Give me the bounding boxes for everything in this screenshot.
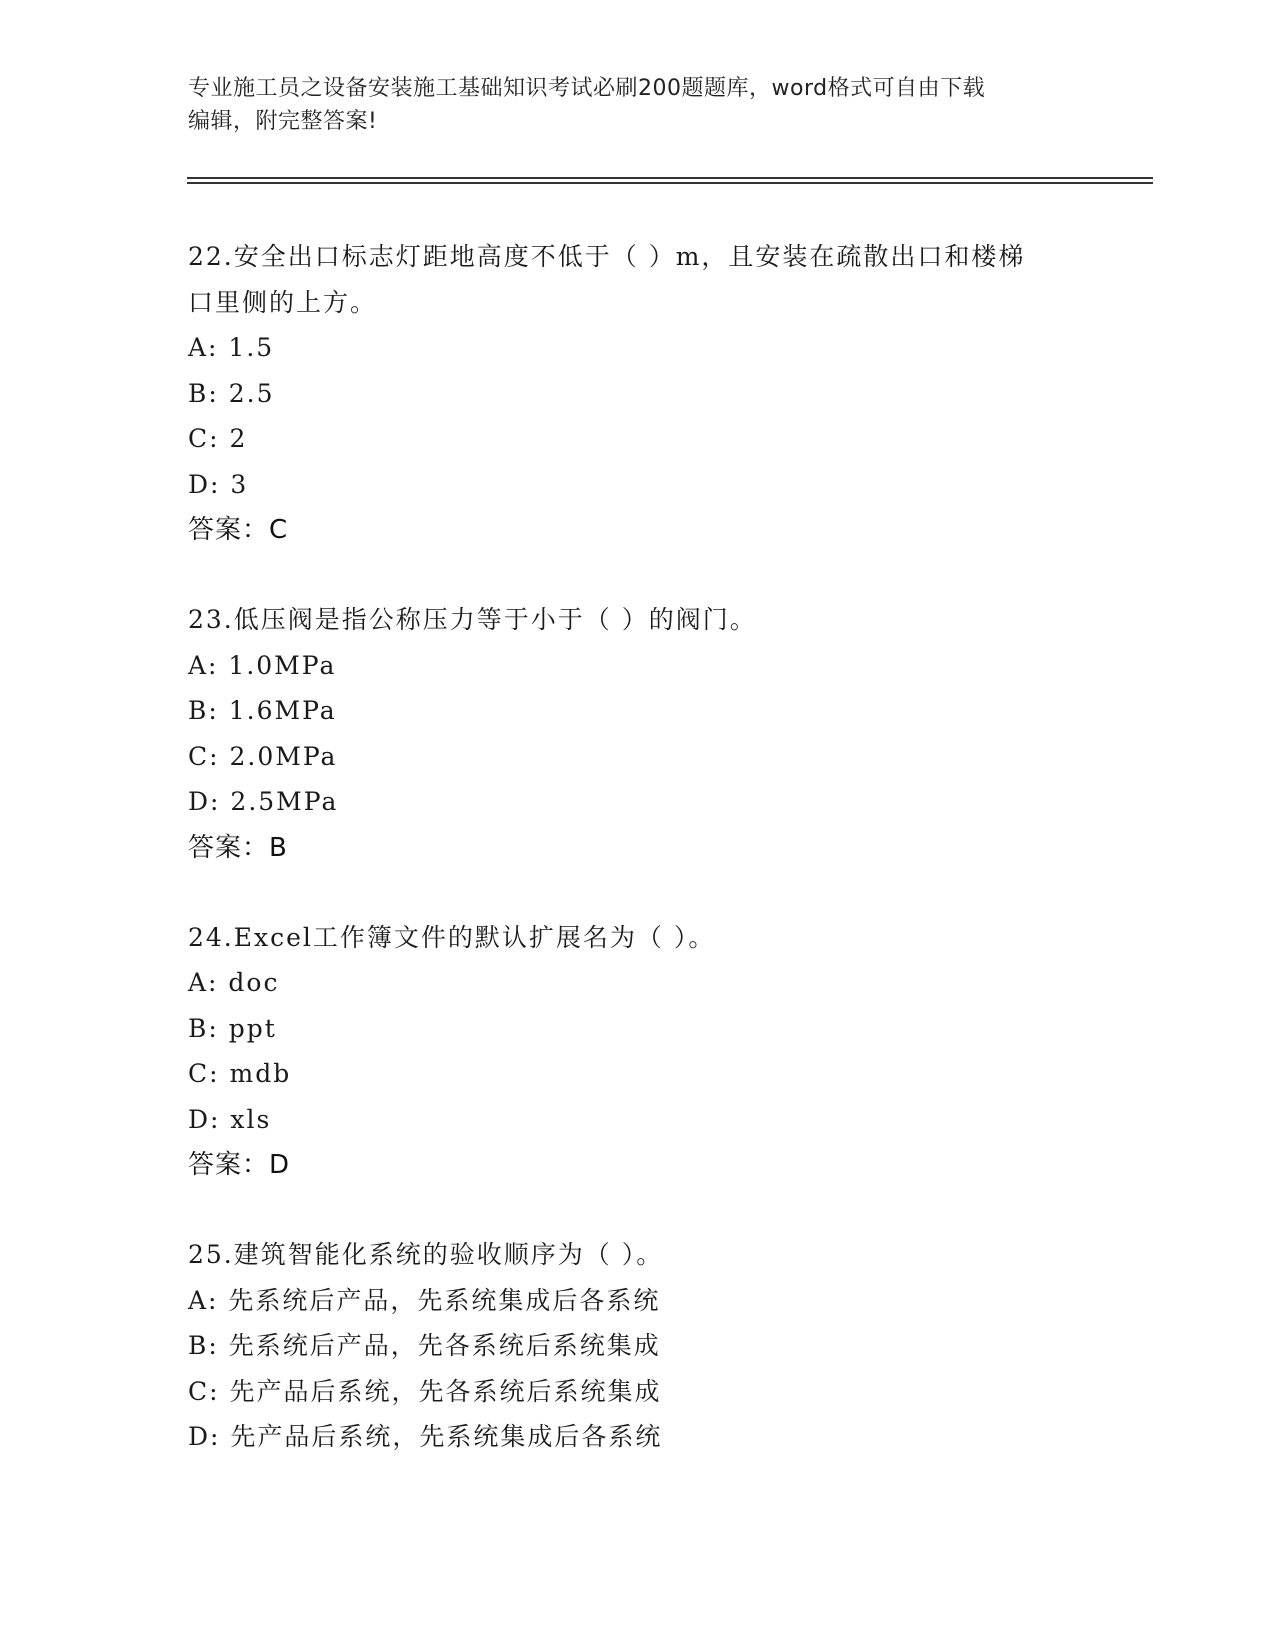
option-b: B: ppt [188,1013,277,1043]
option-c: C: 2 [188,424,248,453]
answer-label: 答案：B [188,832,288,863]
question-24 [188,915,1088,1189]
document-header [188,72,1088,138]
option-c: C: 先产品后系统，先各系统后系统集成 [188,1376,662,1406]
option-a: A: 1.0MPa [188,650,337,680]
option-a: A: doc [188,968,280,997]
question-stem: 22.安全出口标志灯距地高度不低于（ ）m，且安装在疏散出口和楼梯 [188,242,1026,271]
answer-label: 答案：C [188,515,289,545]
option-d: D: 2.5MPa [188,787,339,816]
header-title-line-2: 编辑，附完整答案! [188,109,378,134]
option-b: B: 2.5 [188,378,275,408]
option-b: B: 先系统后产品，先各系统后系统集成 [188,1331,661,1360]
option-d: D: 先产品后系统，先系统集成后各系统 [188,1422,663,1451]
header-divider-bottom [187,182,1153,184]
answer-label: 答案：D [188,1150,291,1180]
option-a: A: 先系统后产品，先系统集成后各系统 [188,1285,661,1315]
option-c: C: mdb [188,1059,292,1088]
option-a: A: 1.5 [188,333,275,362]
question-list [188,234,1088,1504]
option-d: D: xls [188,1104,272,1134]
option-b: B: 1.6MPa [188,696,337,725]
question-23 [188,597,1088,871]
question-stem: 25.建筑智能化系统的验收顺序为（ ）。 [188,1240,664,1269]
question-22 [188,234,1088,553]
option-c: C: 2.0MPa [188,741,338,771]
header-title-line-1: 专业施工员之设备安装施工基础知识考试必刷200题题库，word格式可自由下载 [188,76,986,101]
question-stem: 24.Excel工作簿文件的默认扩展名为（ ）。 [188,922,716,952]
question-stem: 23.低压阀是指公称压力等于小于（ ）的阀门。 [188,605,757,634]
option-d: D: 3 [188,469,249,499]
header-divider-top [187,177,1153,179]
question-25 [188,1232,1088,1460]
question-stem-continued: 口里侧的上方。 [188,287,378,317]
